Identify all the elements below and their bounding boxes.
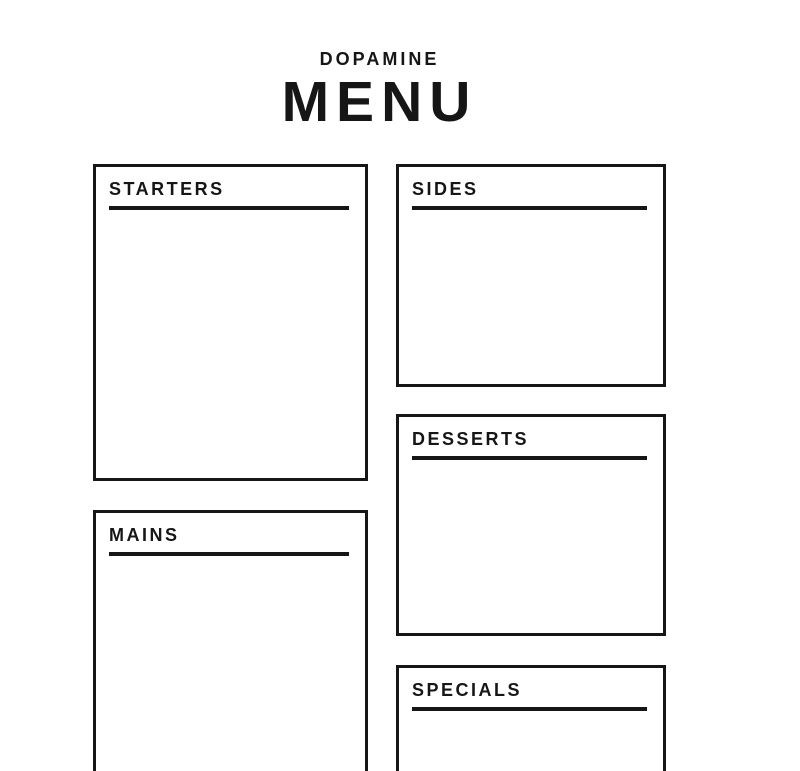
section-sides-underline [412, 206, 647, 210]
menu-title: MENU [281, 70, 478, 134]
section-desserts-underline [412, 456, 647, 460]
menu-header [93, 49, 666, 134]
section-sides-label: SIDES [412, 179, 479, 199]
section-specials-label: SPECIALS [412, 680, 523, 700]
menu-subtitle: DOPAMINE [319, 49, 440, 69]
section-desserts [396, 414, 666, 636]
section-specials-underline [412, 707, 647, 711]
section-starters [93, 164, 368, 481]
section-starters-label: STARTERS [109, 179, 225, 199]
section-desserts-label: DESSERTS [412, 429, 530, 449]
section-specials [396, 665, 666, 771]
section-sides [396, 164, 666, 387]
section-mains-underline [109, 552, 349, 556]
section-mains [93, 510, 368, 771]
section-starters-underline [109, 206, 349, 210]
section-mains-label: MAINS [109, 525, 180, 545]
